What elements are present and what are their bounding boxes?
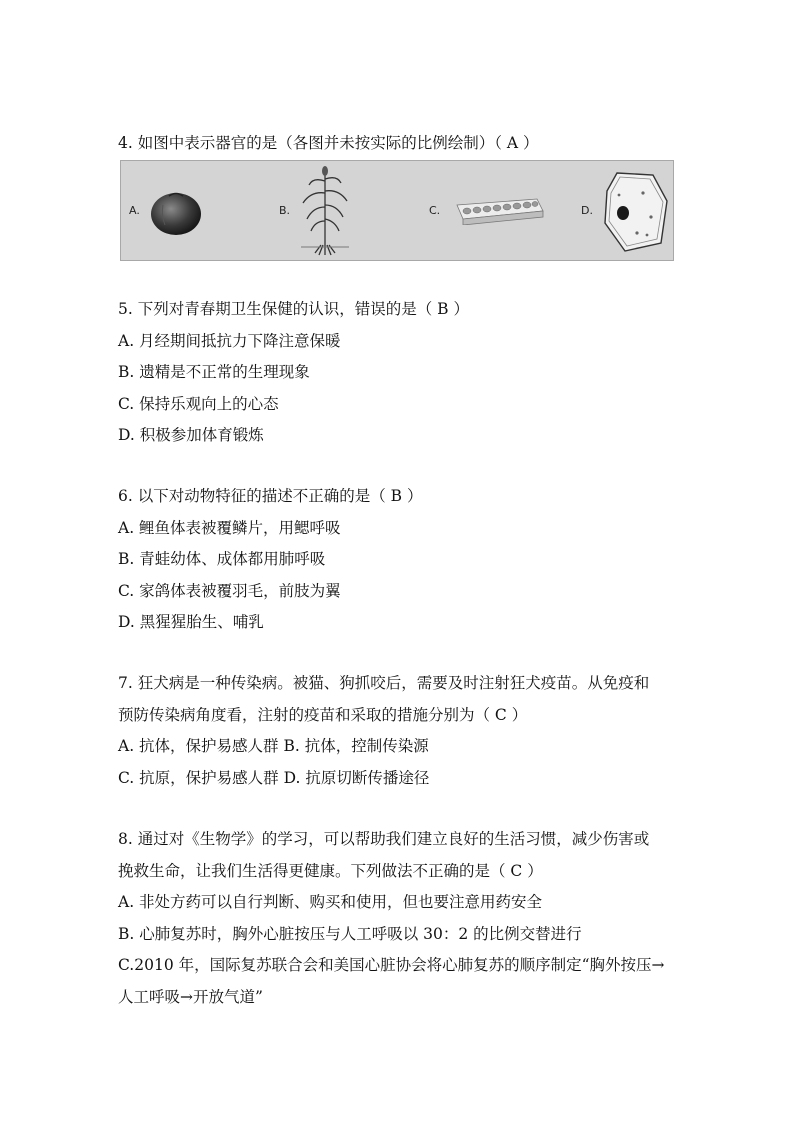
question-8-option-b: B. 心肺复苏时，胸外心脏按压与人工呼吸以 30：2 的比例交替进行	[118, 924, 582, 943]
question-5-option-a: A. 月经期间抵抗力下降注意保暖	[118, 331, 341, 350]
question-8-option-c-cont: 人工呼吸→开放气道”	[118, 987, 263, 1006]
question-6	[118, 481, 678, 639]
question-6-option-a: A. 鲤鱼体表被覆鳞片，用鳃呼吸	[118, 518, 341, 537]
question-7-options-cd: C. 抗原，保护易感人群 D. 抗原切断传播途径	[118, 768, 430, 787]
figure-label-c: C.	[429, 204, 441, 217]
question-8-option-c: C.2010 年，国际复苏联合会和美国心脏协会将心肺复苏的顺序制定“胸外按压→	[118, 956, 665, 974]
question-8	[118, 824, 678, 1013]
plant-cell-icon	[599, 169, 671, 255]
question-7-stem-line-2: 预防传染病角度看，注射的疫苗和采取的措施分别为（ C ）	[118, 705, 528, 724]
question-5-option-b: B. 遗精是不正常的生理现象	[118, 363, 310, 381]
question-4-figure	[120, 160, 674, 261]
question-5-stem: 5. 下列对青春期卫生保健的认识，错误的是（ B ）	[118, 300, 469, 318]
question-8-stem-line-2: 挽救生命，让我们生活得更健康。下列做法不正确的是（ C ）	[118, 861, 543, 880]
question-6-option-c: C. 家鸽体表被覆羽毛，前肢为翼	[118, 581, 341, 600]
figure-label-a: A.	[129, 204, 140, 217]
question-4-stem: 4. 如图中表示器官的是（各图并未按实际的比例绘制）（ A ）	[118, 134, 539, 152]
figure-label-b: B.	[279, 204, 291, 217]
question-7	[118, 668, 678, 794]
question-8-stem-line-1: 8. 通过对《生物学》的学习，可以帮助我们建立良好的生活习惯，减少伤害或	[118, 830, 650, 848]
corn-plant-icon	[293, 165, 357, 257]
question-7-options-ab: A. 抗体，保护易感人群 B. 抗体，控制传染源	[118, 737, 429, 755]
question-5-option-d: D. 积极参加体育锻炼	[118, 426, 264, 444]
tomato-icon	[149, 187, 203, 237]
question-6-option-b: B. 青蛙幼体、成体都用肺呼吸	[118, 550, 326, 568]
question-7-stem-line-1: 7. 狂犬病是一种传染病。被猫、狗抓咬后，需要及时注射狂犬疫苗。从免疫和	[118, 674, 650, 692]
question-6-option-d: D. 黑猩猩胎生、哺乳	[118, 613, 264, 631]
question-5	[118, 294, 678, 452]
question-4	[118, 128, 678, 160]
question-5-option-c: C. 保持乐观向上的心态	[118, 394, 279, 413]
tissue-layer-icon	[451, 195, 547, 225]
question-8-option-a: A. 非处方药可以自行判断、购买和使用，但也要注意用药安全	[118, 893, 543, 911]
question-6-stem: 6. 以下对动物特征的描述不正确的是（ B ）	[118, 487, 423, 505]
figure-label-d: D.	[581, 204, 593, 217]
